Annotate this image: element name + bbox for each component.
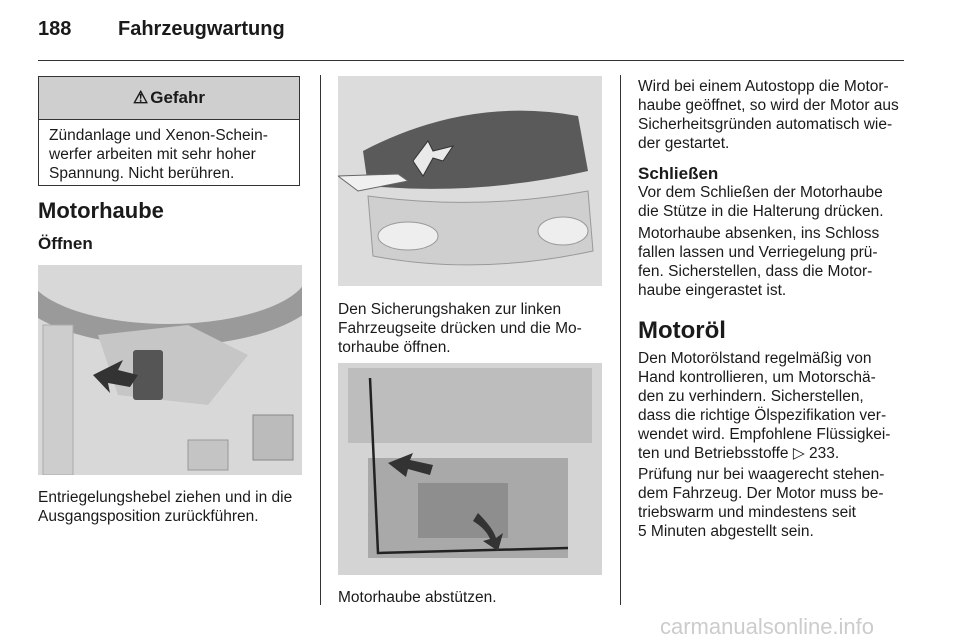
danger-notice	[38, 76, 300, 186]
text-line: der gestartet.	[638, 135, 730, 152]
text-line: 5 Minuten abgestellt sein.	[638, 523, 814, 540]
caption-line: Fahrzeugseite drücken und die Mo-	[338, 320, 582, 337]
text-line: Sicherheitsgründen automatisch wie-	[638, 116, 893, 133]
caption-hood-latch	[338, 300, 582, 357]
text-line: Hand kontrollieren, um Motorschä-	[638, 369, 876, 386]
text-line: Vor dem Schließen der Motorhaube	[638, 184, 883, 201]
caption-release-lever	[38, 488, 292, 526]
text-line: Wird bei einem Autostopp die Motor-	[638, 78, 889, 95]
hood-latch-image	[338, 76, 602, 286]
danger-line: werfer arbeiten mit sehr hoher	[49, 146, 256, 163]
text-line: dem Fahrzeug. Der Motor muss be-	[638, 485, 884, 502]
text-line: ten und Betriebsstoffe ▷ 233.	[638, 445, 840, 462]
caption-line: torhaube öffnen.	[338, 339, 451, 356]
text-line: haube geöffnet, so wird der Motor aus	[638, 97, 899, 114]
warning-triangle-icon: ⚠	[132, 88, 149, 107]
text-line: haube eingerastet ist.	[638, 282, 787, 299]
caption-hood-support: Motorhaube abstützen.	[338, 589, 497, 606]
text-line: wendet wird. Empfohlene Flüssigkei-	[638, 426, 891, 443]
text-line: fen. Sicherstellen, dass die Motor-	[638, 263, 873, 280]
caption-line: Ausgangsposition zurückführen.	[38, 508, 259, 525]
column-divider-2	[620, 75, 621, 605]
close-paragraph-1	[638, 183, 884, 221]
text-line: den zu verhindern. Sicherstellen,	[638, 388, 864, 405]
column-divider-1	[320, 75, 321, 605]
text-line: Motorhaube absenken, ins Schloss	[638, 225, 880, 242]
text-line: dass die richtige Ölspezifikation ver-	[638, 407, 887, 424]
oil-paragraph-2	[638, 465, 884, 541]
page-title: Fahrzeugwartung	[118, 18, 285, 40]
section-title-motoroel: Motoröl	[638, 317, 726, 344]
oil-paragraph-1	[638, 349, 890, 463]
page-number: 188	[38, 18, 72, 40]
intro-paragraph	[638, 77, 899, 153]
danger-text	[39, 120, 299, 189]
header-rule	[38, 60, 904, 61]
danger-line: Zündanlage und Xenon-Schein-	[49, 127, 268, 144]
close-paragraph-2	[638, 224, 879, 300]
watermark: carmanualsonline.info	[660, 614, 875, 639]
section-title-motorhaube: Motorhaube	[38, 198, 164, 223]
text-line: Den Motorölstand regelmäßig von	[638, 350, 872, 367]
text-line: die Stütze in die Halterung drücken.	[638, 203, 884, 220]
caption-line: Entriegelungshebel ziehen und in die	[38, 489, 293, 506]
text-line: fallen lassen und Verriegelung prü-	[638, 244, 878, 261]
danger-header	[39, 77, 299, 120]
subsection-title-oeffnen: Öffnen	[38, 234, 93, 253]
subsection-title-schliessen: Schließen	[638, 164, 719, 183]
danger-label: Gefahr	[150, 88, 206, 107]
text-line: triebswarm und mindestens seit	[638, 504, 856, 521]
text-line: Prüfung nur bei waagerecht stehen-	[638, 466, 885, 483]
caption-line: Den Sicherungshaken zur linken	[338, 301, 562, 318]
danger-line: Spannung. Nicht berühren.	[49, 165, 235, 182]
release-lever-image	[38, 265, 302, 475]
hood-support-image	[338, 363, 602, 575]
